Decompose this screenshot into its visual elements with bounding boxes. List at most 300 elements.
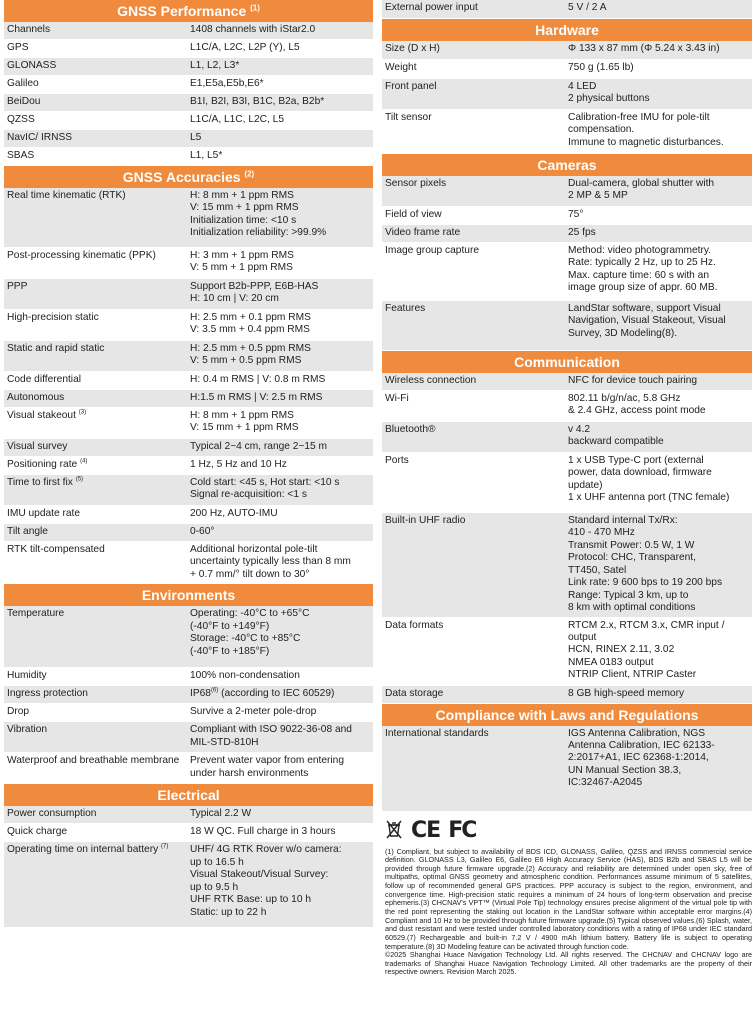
spec-value [568,393,752,419]
spec-label [385,43,568,57]
spec-label-text: Real time kinematic (RTK) [7,190,126,201]
spec-row [4,408,373,439]
spec-value [190,78,373,91]
spec-value [190,250,373,276]
spec-value [568,375,752,388]
spec-label-text: Weight [385,62,417,73]
spec-value-line: Φ 133 x 87 mm (Φ 5.24 x 3.43 in) [568,43,720,54]
spec-value-line: compensation. [568,124,635,136]
spec-label [385,245,568,298]
spec-row [382,0,752,19]
spec-value [568,112,752,151]
spec-value-line: MIL-STD-810H [190,736,259,748]
section-title: Cameras [537,157,597,173]
spec-label-text: Time to first fix [7,477,73,488]
section-title: GNSS Accuracies [122,169,241,185]
spec-label [7,132,190,145]
spec-value-line: Operating: -40°C to +65°C [190,608,310,620]
spec-label-text: QZSS [7,114,35,125]
spec-label-text: Visual survey [7,441,68,452]
spec-value-line: output [568,631,597,643]
spec-label [7,96,190,109]
spec-label [385,375,568,388]
spec-label-text: Features [385,303,426,314]
section-compliance-with-laws-and-regulations [382,704,752,812]
spec-label [385,178,568,204]
spec-label-text: Drop [7,706,30,718]
spec-value-line: 1 Hz, 5 Hz and 10 Hz [190,459,287,470]
spec-label [385,728,568,809]
spec-value-line: H: 2.5 mm + 0.5 ppm RMS [190,343,311,354]
spec-label-text: Power consumption [7,808,97,820]
spec-label [385,620,568,683]
spec-label [7,688,190,701]
spec-value-line: power, data download, firmware [568,467,712,479]
spec-row [382,513,752,618]
spec-value-line: Typical 2~4 cm, range 2~15 m [190,441,328,452]
spec-label [7,78,190,91]
spec-value [190,150,373,163]
section-header [4,0,373,22]
spec-row [4,542,373,584]
spec-value-line: V: 15 mm + 1 ppm RMS [190,202,299,214]
spec-label [385,81,568,107]
spec-row [4,390,373,408]
spec-value-line: 2 MP & 5 MP [568,190,628,202]
spec-label-text: NavIC/ IRNSS [7,132,73,143]
copyright-text: ©2025 Shanghai Huace Navigation Technology Ltd. All rights reserved. The CHCNAV and CHCNAV logo are trademarks of Shanghai Huace Navigation Technology Limited. All other trademarks are the property of their respective owners. Revision March 2025. [385,950,752,977]
spec-label-text: Size (D x H) [385,43,440,54]
spec-label [7,343,190,369]
spec-row [4,58,373,76]
spec-value [190,724,373,750]
spec-value-line: (-40°F to +185°F) [190,645,270,657]
spec-row [4,668,373,686]
spec-label [385,303,568,348]
spec-value [190,755,373,781]
section-environments [4,584,373,784]
spec-value-line: Signal re-acquisition: <1 s [190,489,307,501]
spec-value-line: H: 3 mm + 1 ppm RMS [190,250,294,261]
spec-label [7,114,190,127]
spec-value-line: Navigation, Visual Stakeout, Visual [568,315,726,327]
spec-value-line: Compliant with ISO 9022-36-08 and [190,724,352,736]
spec-label-text: Static and rapid static [7,343,105,354]
spec-label-text: Tilt angle [7,526,48,537]
spec-value-line: UHF RTK Base: up to 10 h [190,894,311,906]
spec-value-line: B1I, B2I, B3I, B1C, B2a, B2b* [190,96,325,107]
spec-value-line: V: 15 mm + 1 ppm RMS [190,422,299,434]
spec-value [568,81,752,107]
spec-value [190,459,373,472]
fcc-mark: FC [448,818,476,844]
spec-label-text: GPS [7,42,29,53]
spec-value [568,227,752,240]
spec-label [385,209,568,222]
spec-label-text: International standards [385,727,489,739]
section-gnss-accuracies [4,166,373,584]
spec-value-line: 25 fps [568,227,596,238]
spec-label-text: Galileo [7,78,39,89]
section-communication [382,351,752,704]
spec-row [4,506,373,524]
section-header [382,19,752,41]
spec-value [190,374,373,387]
spec-row [382,176,752,207]
spec-value-line: Survey, 3D Modeling(8). [568,327,678,339]
spec-row [382,301,752,351]
spec-value-line: backward compatible [568,436,664,448]
section-header [4,584,373,606]
spec-row [4,22,373,40]
spec-row [382,726,752,812]
spec-label [7,477,190,503]
certification-badges [382,812,752,846]
spec-value [190,312,373,338]
spec-row [4,686,373,704]
spec-value [568,455,752,510]
spec-label [7,459,190,472]
spec-row [4,40,373,58]
spec-value-line: + 0.7 mm/° tilt down to 30° [190,568,310,580]
spec-label-text: GLONASS [7,60,57,71]
spec-label [7,755,190,781]
spec-label-text: SBAS [7,150,35,161]
spec-row [4,148,373,166]
spec-label [7,808,190,821]
section-title: Electrical [157,787,220,804]
footnote-ref: (6) [210,687,219,694]
spec-label [7,544,190,581]
spec-row [382,225,752,243]
section-header [382,704,752,726]
spec-label-text: Autonomous [7,392,65,403]
spec-label [385,393,568,419]
spec-value-line: Initialization time: <10 s [190,214,297,226]
spec-label [7,24,190,37]
spec-value-line: H: 8 mm + 1 ppm RMS [190,410,294,421]
spec-label [7,374,190,387]
spec-row [4,475,373,506]
spec-value-line: 75° [568,209,584,220]
spec-value-line: IC:32467-A2045 [568,777,643,789]
spec-row [4,112,373,130]
spec-label [7,42,190,55]
spec-label-text: Quick charge [7,826,68,838]
left-column [4,0,373,928]
spec-value-line: UN Manual Section 38.3, [568,764,682,776]
spec-value-line: & 2.4 GHz, access point mode [568,405,706,417]
spec-label-text: Wireless connection [385,375,477,386]
footnote-ref: (2) [244,169,255,179]
spec-value-line: Calibration-free IMU for pole-tilt [568,112,710,123]
spec-value-line: TT450, Satel [568,564,627,576]
spec-row [382,60,752,79]
spec-value-line: Transmit Power: 0.5 W, 1 W [568,539,695,551]
spec-value [190,343,373,369]
right-column [382,0,752,977]
spec-row [382,453,752,513]
spec-label-text: Positioning rate [7,459,78,470]
spec-value [190,608,373,665]
spec-label [385,424,568,450]
spec-label-text: Tilt sensor [385,112,432,123]
spec-row [382,79,752,110]
spec-value [568,620,752,683]
section-title: Compliance with Laws and Regulations [435,706,699,723]
spec-value-line [190,688,371,700]
spec-value-line: under harsh environments [190,767,309,779]
spec-label-text: Wi-Fi [385,393,409,404]
spec-value-line: 8 GB high-speed memory [568,687,685,699]
spec-label-text: External power input [385,2,478,13]
spec-value [568,62,752,76]
spec-label [385,227,568,240]
spec-value-line: 8 km with optimal conditions [568,602,696,614]
weee-bin-icon [385,819,403,843]
spec-label [7,410,190,436]
spec-value-line: image group size of appr. 60 MB. [568,282,718,294]
spec-row [4,76,373,94]
spec-row [4,524,373,542]
spec-row [382,373,752,391]
spec-value-line: Prevent water vapor from entering [190,755,345,767]
spec-value-line: L1C/A, L2C, L2P (Y), L5 [190,42,300,53]
footnote-ref: (3) [78,409,87,416]
spec-value-line: Additional horizontal pole-tilt [190,544,318,555]
spec-value [190,706,373,719]
spec-value-line: Immune to magnetic disturbances. [568,136,724,148]
section-header [382,154,752,176]
footnote-ref: (4) [80,458,88,465]
spec-value-line: Max. capture time: 60 s with an [568,269,709,281]
spec-label [7,250,190,276]
spec-row [382,422,752,453]
spec-row [4,842,373,928]
spec-label [7,526,190,539]
spec-value-line: Storage: -40°C to +85°C [190,633,301,645]
spec-value-line: V: 3.5 mm + 0.4 ppm RMS [190,324,310,336]
spec-value-line: Protocol: CHC, Transparent, [568,552,696,564]
spec-value-line: Link rate: 9 600 bps to 19 200 bps [568,577,723,589]
spec-value [190,544,373,581]
spec-value-line: L1, L2, L3* [190,60,240,71]
spec-value [190,114,373,127]
spec-value-line: L1, L5* [190,150,223,161]
spec-label-text: Ports [385,455,409,466]
spec-value-line: Standard internal Tx/Rx: [568,515,678,526]
spec-label [7,508,190,521]
spec-value [190,526,373,539]
spec-row [4,439,373,457]
spec-value-text: (according to IEC 60529) [218,688,335,700]
footnote-text: (1) Compliant, but subject to availability of BDS ICD, GLONASS, Galileo, QZSS and IRNSS commercial service definition. GLONASS L3, Galileo E6, Galileo E6 High Accuracy Service (HAS), BDS B2b and SBAS L5 will be provided through future firmware upgrade.(2) Accuracy and reliability are determined under open sky, free of multipaths, optimal GNSS geometry and atmospheric condition. Performances assume minimum of 5 satellites, follow up of recommended general GPS practices. PPP accuracy is subject to the region, environment, and convergence time. High-precision static requires a minimum of 24 hours of long-term observation and precise ephemeris.(3) CHCNAV's VPT™ (Virtual Pole Tip) technology ensures precise alignment of the virtual pole tip with the red point representing the staking out location in the LandStar software within acceptable error margins.(4) Compliant and 10 Hz to be provided through future firmware upgrade.(5) Typical observed values.(6) Splash, water, and dust resistant and were tested under controlled laboratory conditions with a rating of IP68 under IEC standard 60529.(7) Rechargeable and built-in 7.2 V / 4900 mAh lithium battery. Battery life is subject to operating temperature.(8) 3D Modeling feature can be activated through function code. [385,846,752,951]
spec-value [190,508,373,521]
section-header [382,351,752,373]
spec-value-line: up to 16.5 h [190,856,244,868]
spec-value-line: Typical 2.2 W [190,808,252,820]
spec-value [190,808,373,821]
spec-value-line: Method: video photogrammetry. [568,245,712,256]
spec-label [7,844,190,925]
spec-value [190,60,373,73]
spec-value-line: v 4.2 [568,424,591,435]
spec-value-line: uncertainty typically less than 8 mm [190,556,351,568]
spec-value-line: Cold start: <45 s, Hot start: <10 s [190,477,340,488]
spec-value-line: E1,E5a,E5b,E6* [190,78,264,89]
spec-value [190,688,373,701]
spec-row [4,341,373,372]
spec-value-line: UHF/ 4G RTK Rover w/o camera: [190,844,342,856]
spec-row [382,41,752,60]
spec-value [568,688,752,701]
spec-value [568,209,752,222]
spec-value-line: 750 g (1.65 lb) [568,62,634,73]
spec-value [190,477,373,503]
spec-value-line: NTRIP Client, NTRIP Caster [568,669,697,681]
spec-value [568,43,752,57]
spec-label-text: Waterproof and breathable membrane [7,755,180,767]
spec-value-line: Antenna Calibration, IEC 62133- [568,739,715,751]
section-header [4,784,373,806]
spec-label-text: Video frame rate [385,227,461,238]
footnote-ref: (5) [75,476,84,483]
section-continued [382,0,752,19]
spec-value-line: HCN, RINEX 2.11, 3.02 [568,644,675,656]
spec-label [385,455,568,510]
spec-value-line: Static: up to 22 h [190,906,267,918]
spec-value-line: Visual Stakeout/Visual Survey: [190,869,329,881]
spec-value-line: 1 x UHF antenna port (TNC female) [568,492,730,504]
spec-value [568,245,752,298]
spec-row [4,753,373,784]
section-title: Hardware [535,22,599,38]
spec-label-text: Temperature [7,608,65,620]
spec-row [382,243,752,301]
spec-value-line: 2:2017+A1, IEC 62368-1:2014, [568,752,709,764]
spec-value [568,424,752,450]
spec-label-text: BeiDou [7,96,41,107]
spec-value-line: 100% non-condensation [190,670,300,682]
spec-value-line: 410 - 470 MHz [568,527,635,539]
spec-label-text: IMU update rate [7,508,81,519]
spec-label-text: Vibration [7,724,48,736]
spec-label [385,2,568,16]
spec-value [568,178,752,204]
spec-value [568,515,752,615]
spec-value-line: Range: Typical 3 km, up to [568,589,689,601]
spec-value-line: 802.11 b/g/n/ac, 5.8 GHz [568,393,681,404]
spec-label-text: Data formats [385,619,444,631]
spec-row [382,110,752,154]
spec-value [190,132,373,145]
spec-label [7,724,190,750]
section-hardware [382,19,752,154]
spec-row [4,310,373,341]
spec-label [7,392,190,405]
spec-label-text: High-precision static [7,312,99,323]
section-gnss-performance [4,0,373,166]
spec-label [385,62,568,76]
spec-label-text: Data storage [385,687,444,699]
section-header [4,166,373,188]
spec-value-line: H: 2.5 mm + 0.1 ppm RMS [190,312,311,323]
spec-label-text: Image group capture [385,245,480,256]
spec-value-line: 18 W QC. Full charge in 3 hours [190,826,336,838]
spec-value-line: (-40°F to +149°F) [190,620,270,632]
spec-value [190,281,373,307]
spec-label-text: Channels [7,24,51,35]
spec-value-line: L1C/A, L1C, L2C, L5 [190,114,285,125]
spec-row [382,391,752,422]
spec-value-line: V: 5 mm + 0.5 ppm RMS [190,355,302,367]
spec-value-line: L5 [190,132,202,143]
spec-value-line: Rate: typically 2 Hz, up to 25 Hz. [568,257,716,269]
spec-value-line: NMEA 0183 output [568,656,654,668]
spec-label [7,60,190,73]
spec-value-line: H: 10 cm | V: 20 cm [190,293,279,305]
spec-label [7,706,190,719]
spec-label [385,515,568,615]
spec-value-line: Initialization reliability: >99.9% [190,227,327,239]
spec-value [190,670,373,683]
spec-label-text: Sensor pixels [385,178,447,189]
spec-value-line: H: 8 mm + 1 ppm RMS [190,190,294,201]
spec-value-line: update) [568,479,603,491]
spec-value-line: up to 9.5 h [190,881,239,893]
spec-value-line: 5 V / 2 A [568,2,607,13]
spec-row [4,94,373,112]
section-title: GNSS Performance [117,3,247,19]
spec-value-line: 0-60° [190,526,215,537]
spec-value [190,392,373,405]
spec-row [4,704,373,722]
spec-row [4,806,373,824]
spec-label [7,312,190,338]
spec-row [382,686,752,704]
spec-row [4,279,373,310]
spec-value-line: H:1.5 m RMS | V: 2.5 m RMS [190,392,323,403]
spec-row [4,130,373,148]
spec-label-text: Post-processing kinematic (PPK) [7,250,156,261]
spec-value [190,190,373,245]
spec-value [190,42,373,55]
section-cameras [382,154,752,351]
spec-label-text: Humidity [7,670,47,682]
spec-label [7,441,190,454]
spec-value [190,844,373,925]
spec-label [7,190,190,245]
spec-label [7,608,190,665]
section-title: Communication [514,354,620,370]
spec-label-text: Field of view [385,209,442,220]
spec-row [4,722,373,753]
spec-row [4,824,373,842]
spec-value-text: IP68 [190,688,211,700]
spec-label [7,826,190,839]
spec-value-line: 200 Hz, AUTO-IMU [190,508,278,519]
spec-label-text: Operating time on internal battery [7,844,159,856]
spec-row [4,457,373,475]
spec-label [7,150,190,163]
spec-value-line: Survive a 2-meter pole-drop [190,706,317,718]
spec-value [190,410,373,436]
spec-label-text: Front panel [385,81,437,92]
section-electrical [4,784,373,928]
ce-mark: CE [411,818,441,844]
spec-row [4,188,373,248]
footnote-ref: (1) [250,3,260,13]
